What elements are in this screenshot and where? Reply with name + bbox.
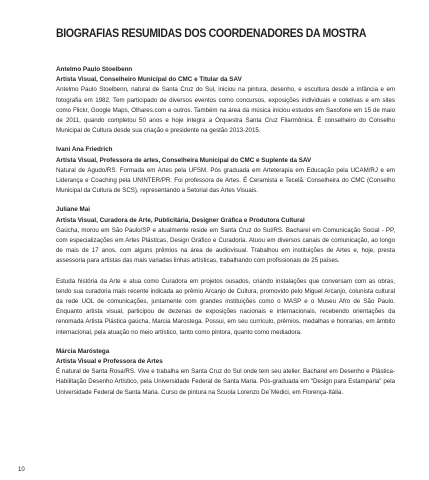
bio-role: Artista Visual, Curadora de Arte, Publicitária, Designer Gráfica e Produtora Cultural xyxy=(56,216,305,224)
bio-paragraph: É natural de Santa Rosa/RS. Vive e trabalha em Santa Cruz do Sul onde tem seu atelier. Bacharel em Desenho e Plástica-Habilitação Desenho Artístico, pela Universidade Federal de Santa Maria. Pós-graduada em "Design para Estamparia" pela Universidade Federal de Santa Maria. Curso de pintura na Scuola Lorenzo De´Medici, em Florença-Itália. xyxy=(56,368,395,396)
bio-role: Artista Visual, Conselheiro Municipal do CMC e Titular da SAV xyxy=(56,76,242,84)
bio-ivani xyxy=(56,145,395,196)
bio-paragraph: Antelmo Paulo Stoelbenn, natural de Santa Cruz do Sul, iniciou na pintura, desenho, e escultura desde a infância e em fotografia em 1982. Tem participado de diversos eventos como concursos, exposições individuais e coletivas e em sites como Flickr, Google Maps, Olhares.com e outros. Também na área da música iniciou estudos em Saxofone em 15 de maio de 2011, quando completou 50 anos e hoje integra a Orquestra Santa Cruz Filarmônica. É conselheiro do Conselho Municipal de Cultura desde sua criação e presidente na gestão 2013-2015. xyxy=(56,86,395,135)
bio-antelmo xyxy=(56,65,395,136)
page-title: BIOGRAFIAS RESUMIDAS DOS COORDENADORES DA MOSTRA xyxy=(56,26,367,40)
bio-marcia xyxy=(56,347,395,398)
bio-paragraph: Gaúcha, morou em São Paulo/SP e atualmente reside em Santa Cruz do Sul/RS. Bacharel em Comunicação Social - PP, com especializações em Artes Plásticas, Design Gráfico e Curadoria. Atuou em diversos canais de comunicação, ao longo de mais de 17 anos, com alguns prêmios na área de audiovisual. Trabalhou em instituições de Artes e, hoje, presta assessoria para artistas das mais variadas linhas artísticas, trabalhando com profissionais de 25 países. xyxy=(56,226,395,265)
bio-name: Márcia Maróstega xyxy=(56,347,110,355)
bio-role: Artista Visual, Professora de artes, Conselheira Municipal do CMC e Suplente da SAV xyxy=(56,156,312,164)
bio-paragraph: Natural de Agudo/RS. Formada em Artes pela UFSM. Pós graduada em Arteterapia em Educação pela UCAM/RJ e em Liderança e Coaching pela UNINTER/PR. Foi professora de Artes. É Ceramista e Tecelã. Conselheira do CMC (Conselho Municipal da Cultura de SCS), representando a Setorial das Artes Visuais. xyxy=(56,166,395,195)
page-number: 10 xyxy=(18,467,25,473)
bio-name: Ivani Ana Friedrich xyxy=(56,146,113,154)
bio-name: Juliane Mai xyxy=(56,206,90,214)
bio-name: Antelmo Paulo Stoelbenn xyxy=(56,66,133,73)
biographies xyxy=(56,65,395,407)
bio-role: Artista Visual e Professora de Artes xyxy=(56,358,163,366)
bio-juliane xyxy=(56,205,395,337)
bio-paragraph: Estuda história da Arte e atua como Curadora em projetos ousados, criando instalações que conversam com as obras, tendo sua curadoria mais recente indicada ao prêmio Arcanjo de Cultura, promovido pelo Miguel Arcanjo, colunista cultural da rede UOL de comunicações, juntamente com grandes instituições como o MASP e o Museu Afro de São Paulo. Enquanto artista visual, participou de dezenas de exposições nacionais e internacionais, recebendo orientações da renomada Artista Plástica gaúcha, Marcia Marostega. Possui, em seu currículo, prêmios, medalhas e honrarias, em âmbito internacional, pela atuação no meio artístico, tanto como pintora, quanto como mediadora. xyxy=(56,277,395,336)
